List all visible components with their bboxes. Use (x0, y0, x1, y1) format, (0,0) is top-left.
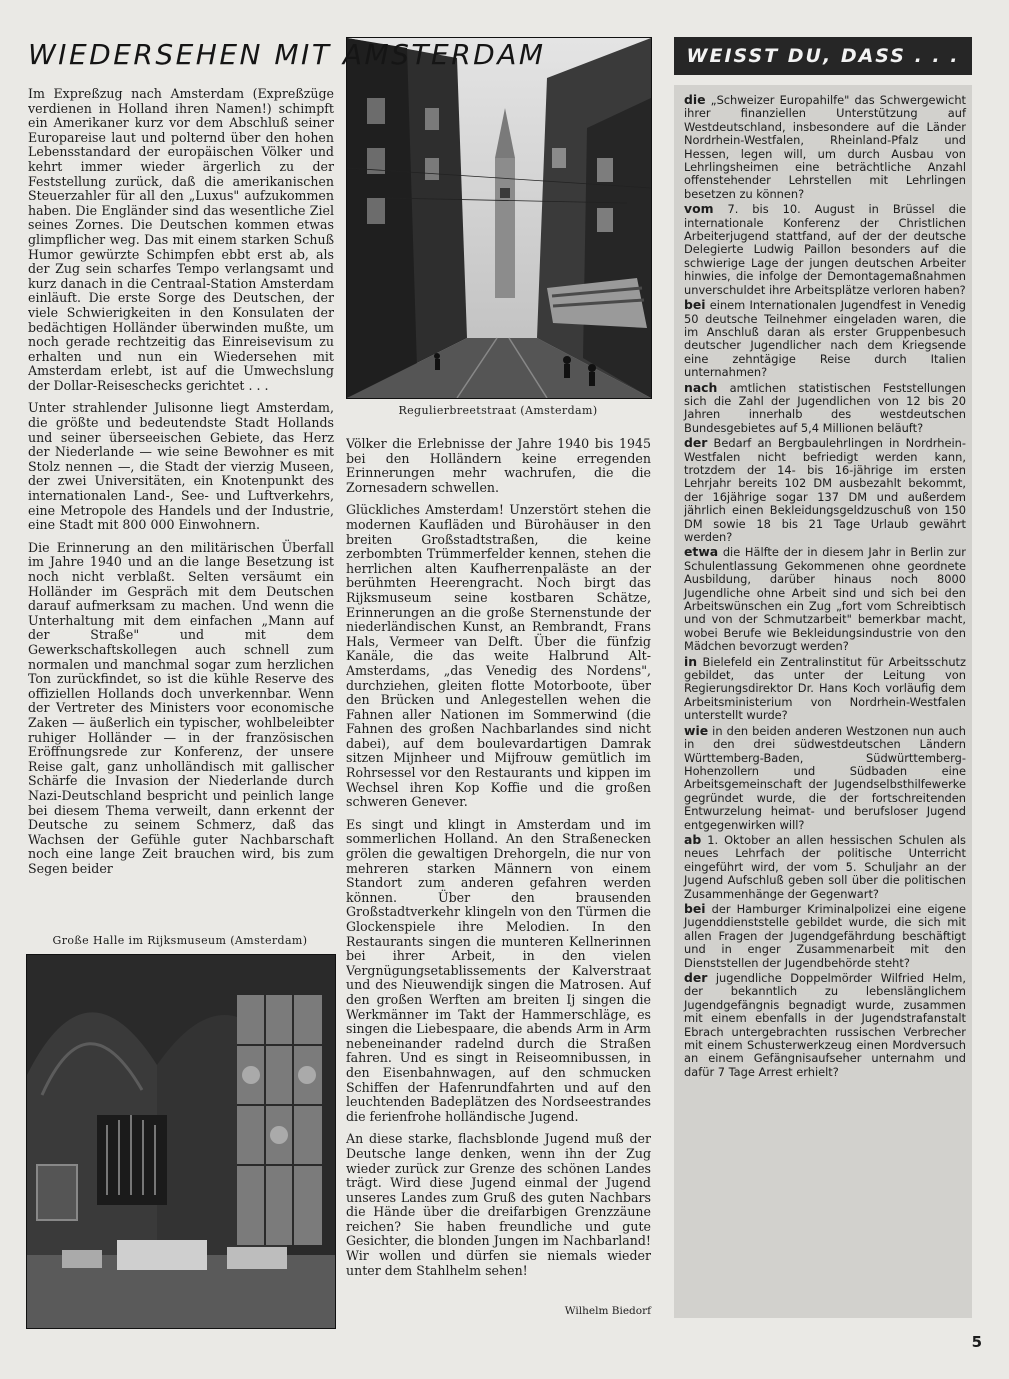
sidebar-box (674, 85, 972, 1318)
article-headline: WIEDERSEHEN MIT AMSTERDAM (28, 38, 546, 71)
sidebar-item-text: jugendliche Doppelmörder Wilfried Helm, der bekanntlich zu lebenslänglichem Jugendgefängnis begnadigt wurde, zusammen mit einem ebenfalls in der Jugendstrafanstalt Ebrach untergebrachten russischen Verbrecher mit einem Schusterwerkzeug einen Mordversuch an einem Gefängnisaufseher unternahm und dafür 7 Tage Arrest erhielt? (684, 971, 966, 1079)
sidebar-item-lead: der (684, 970, 708, 985)
sidebar-item-lead: wie (684, 722, 709, 738)
sidebar-item-text: Bielefeld ein Zentralinstitut für Arbeitsschutz gebildet, das unter der Leitung von Regierungsdirektor Dr. Hans Koch vorläufig dem Arbeitsministerium von Nordrhein-Westfalen unterstellt wurde? (684, 654, 966, 723)
article-paragraph: Völker die Erlebnisse der Jahre 1940 bis 1945 bei den Holländern keine erregenden Erinnerungen mehr wachrufen, die die Zornesadern schwellen. (346, 437, 651, 495)
sidebar-item-lead: die (684, 92, 706, 107)
sidebar-item-lead: der (684, 435, 708, 451)
street-photo-caption: Regulierbreetstraat (Amsterdam) (398, 404, 598, 417)
sidebar-item-text: amtlichen statistischen Feststellungen sich die Zahl der Jugendlichen von 12 bis 20 Jahren innerhalb des westdeutschen Bundesgebietes auf 5,4 Millionen beläuft? (684, 380, 966, 435)
article-paragraph: Die Erinnerung an den militärischen Überfall im Jahre 1940 und an die lange Besetzung ist noch nicht verblaßt. Selten versäumt ein Holländer im Gespräch mit dem Deutschen darauf aufmerksam zu machen. Und wenn die Unterhaltung mit dem einfachen „Mann auf der Straße" und mit dem Gewerkschaftskollegen auch schnell zum normalen und manchmal sogar zum herzlichen Ton zurückfindet, so ist die kühle Reserve des offiziellen Hollands doch unverkennbar. Wenn der Vertreter des Ministers voor economische Zaken — äußerlich ein typischer, wohlbeleibter ruhiger Holländer — in der französischen Eröffnungsrede zur Konferenz, der unsere Reise galt, ganz unholländisch mit gallischer Schärfe die Invasion der Niederlande durch Nazi-Deutschland bespricht und peinlich lange bei diesem Thema verweilt, dann erkennt der Deutsche zu seinem Schmerz, daß das Wachsen der Gefühle guter Nachbarschaft noch eine lange Zeit brauchen wird, bis zum Segen beider (28, 539, 334, 876)
street-photo-drawing (347, 38, 651, 398)
sidebar-item-lead: etwa (684, 544, 719, 560)
sidebar-item-text: in den beiden anderen Westzonen nun auch in den drei südwestdeutschen Ländern Württemberg-Baden, Südwürttemberg-Hohenzollern und Südbaden eine Arbeitsgemeinschaft der Jugendselbsthilfewerke gegründet wurde, die der fortschreitenden Entwurzelung heimat- und berufsloser Jugend entgegenwirken will? (684, 723, 966, 832)
sidebar-item-text: einem Internationalen Jugendfest in Venedig 50 deutsche Teilnehmer eingeladen waren, die im Anschluß daran als erster Gruppenbesuch deutscher Jugendlicher nach dem Kriegsende eine zehntägige Reise durch Italien unternahmen? (684, 298, 966, 380)
museum-hall-drawing (27, 955, 335, 1328)
sidebar-item-lead: bei (684, 297, 706, 313)
sidebar-item-lead: in (684, 653, 698, 669)
sidebar-item (684, 655, 966, 723)
sidebar-item-lead: nach (684, 379, 718, 395)
article-column-1 (28, 87, 334, 922)
article-paragraph: Es singt und klingt in Amsterdam und im sommerlichen Holland. An den Straßenecken grölen die gewaltigen Drehorgeln, die nur von mehreren starken Männern von einem Standort zum anderen gefahren werden können. Über den brausenden Großstadtverkehr klingeln von den Türmen die Glockenspiele ihre Melodien. In den Restaurants singen die munteren Kellnerinnen bei ihrer Arbeit, in den vielen Vergnügungsetablissements der Kalverstraat und des Nieuwendijk singen die Matrosen. Auf den großen Werften am breiten Ij singen die Werkmänner im Takt der Hammerschläge, es singen die Liebespaare, die abends Arm in Arm nebeneinander radelnd durch die Straßen fahren. Und es singt in Reiseomnibussen, in den Eisenbahnwagen, auf den schmucken Schiffen der Hafenrundfahrten und auf den leuchtenden Badeplätzen des Nordseestrandes die ferienfrohe holländische Jugend. (346, 816, 651, 1124)
museum-hall-photo (26, 954, 336, 1329)
sidebar-item (684, 971, 966, 1079)
sidebar-item-text: die Hälfte der in diesem Jahr in Berlin zur Schulentlassung Gekommenen ohne geordnete Ausbildung, darüber hinaus noch 8000 Jugendliche ohne Arbeit sind und sich bei den Arbeitswünschen ein Zug „fort vom Schreibtisch und von der Schmutzarbeit" bemerkbar macht, wobei Berufe wie Bekleidungsindustrie von den Mädchen bevorzugt werden? (684, 545, 966, 654)
sidebar-item-text: 7. bis 10. August in Brüssel die internationale Konferenz der Christlichen Arbeiterjugend stattfand, auf der der deutsche Delegierte Ludwig Paillon besonders auf die schwierige Lage der jungen deutschen Arbeiter hinwies, die infolge der Demontagemaßnahmen unverschuldet ihre Arbeitsplätze verloren haben? (684, 202, 966, 297)
article-author: Wilhelm Biedorf (564, 1305, 651, 1317)
sidebar-item (684, 833, 966, 901)
sidebar-item-text: 1. Oktober an allen hessischen Schulen als neues Lehrfach der politische Unterricht eingeführt wird, der vom 5. Schuljahr an der Jugend Aufschluß geben soll über die politischen Zusammenhänge der Gegenwart? (684, 832, 966, 901)
sidebar-item (684, 202, 966, 297)
sidebar-item-text: Bedarf an Bergbaulehrlingen in Nordrhein-Westfalen nicht befriedigt werden kann, trotzdem der 14- bis 16-jährige im ersten Lehrjahr bereits 102 DM ausbezahlt bekommt, der 16jährige sogar 137 DM und außerdem jährlich einen Bekleidungsgeldzuschuß von 150 DM sowie 18 bis 21 Tage Urlaub gewährt werden? (684, 436, 966, 544)
page-number: 5 (971, 1333, 982, 1351)
sidebar-item-lead: ab (684, 831, 702, 847)
street-photo (346, 37, 652, 399)
sidebar-item-lead: vom (684, 201, 714, 217)
sidebar-item (684, 93, 966, 201)
sidebar-item (684, 436, 966, 544)
article-column-2 (346, 437, 651, 1317)
sidebar-item (684, 902, 966, 970)
hall-photo-caption: Große Halle im Rijksmuseum (Amsterdam) (52, 934, 308, 947)
sidebar-item-lead: bei (684, 900, 706, 916)
article-paragraph: Unter strahlender Julisonne liegt Amsterdam, die größte und bedeutendste Stadt Hollands und seiner überseeischen Gebiete, das Herz der Niederlande — wie seine Bewohner es mit Stolz nennen —, die Stadt der vierzig Museen, der zwei Universitäten, ein Knotenpunkt des internationalen Land-, See- und Luftverkehrs, eine Metropole des Handels und der Industrie, eine Stadt mit 800 000 Einwohnern. (28, 400, 334, 533)
sidebar-item (684, 724, 966, 832)
sidebar-item-text: der Hamburger Kriminalpolizei eine eigene Jugenddienststelle gebildet wurde, die sich mit allen Fragen der Jugendgefährdung beschäftigt und in enger Zusammenarbeit mit den Dienststellen der Jugendbehörde steht? (684, 901, 966, 970)
article-paragraph: Im Expreßzug nach Amsterdam (Expreßzüge verdienen in Holland ihren Namen!) schimpft ein Amerikaner kurz vor dem Abschluß seiner Europareise laut und polternd über den hohen Lebensstandard der europäischen Völker und kehrt immer wieder ärgerlich zu der Feststellung zurück, daß die amerikanischen Steuerzahler für all den „Luxus" aufzukommen haben. Die Engländer sind das wesentliche Ziel seines Zornes. Die Deutschen kommen etwas glimpflicher weg. Das mit einem starken Schuß Humor gewürzte Schimpfen ebbt erst ab, als der Zug sein scharfes Tempo verlangsamt und kurz danach in die Centraal-Station Amsterdam einläuft. Die erste Sorge des Deutschen, der viele Schwierigkeiten in den Konsulaten der bedächtigen Holländer überwinden mußte, um noch gerade rechtzeitig das Einreisevisum zu erhalten und nun ein Wiedersehen mit Amsterdam erlebt, ist auf die Umwechslung der Dollar-Reiseschecks gerichtet . . . (28, 87, 334, 393)
article-paragraph: An diese starke, flachsblonde Jugend muß der Deutsche lange denken, wenn ihn der Zug wieder zurück zur Grenze des schönen Landes trägt. Wird diese Jugend einmal der Jugend unseres Landes zum Gruß des guten Nachbars die Hände über die dreifarbigen Grenzzäune reichen? Sie haben freundliche und gute Gesichter, die blonden Jungen im Nachbarland! Wir wollen und dürfen sie niemals wieder unter dem Stahlhelm sehen! (346, 1131, 651, 1278)
sidebar-item (684, 381, 966, 436)
sidebar-item (684, 545, 966, 653)
sidebar-item (684, 298, 966, 379)
article-paragraph: Glückliches Amsterdam! Unzerstört stehen die modernen Kaufläden und Bürohäuser in den breiten Großstadtstraßen, die keine zerbombten Trümmerfelder kennen, stehen die herrlichen alten Kaufherrenpaläste an der berühmten Heerengracht. Noch birgt das Rijksmuseum seine kostbaren Schätze, Erinnerungen an die große Sternenstunde der niederländischen Kunst, an Rembrandt, Frans Hals, Vermeer van Delft. Über die fünfzig Kanäle, die das weite Halbrund Alt-Amsterdams, „das Venedig des Nordens", durchziehen, gleiten flotte Motorboote, über den Brücken und Anlegestellen wehen die Fahnen aller Nationen im Sommerwind (die Fahnen des großen Nachbarlandes sind nicht dabei), auf dem boulevardartigen Damrak sitzen Mijnheer und Mijfrouw gemütlich im Rohrsessel vor den Restaurants und kippen im Wechsel ihren Kop Koffie und die großen schweren Genever. (346, 502, 651, 810)
sidebar-title: WEISST DU, DASS . . . (674, 37, 972, 75)
sidebar-item-text: „Schweizer Europahilfe" das Schwergewicht ihrer finanziellen Unterstützung auf Westdeutschland, insbesondere auf die Länder Nordrhein-Westfalen, Rheinland-Pfalz und Hessen, legen will, um durch Ausbau von Lehrlingsheimen eine beträchtliche Anzahl offenstehender Lehrstellen mit Lehrlingen besetzen zu können? (684, 93, 966, 201)
sidebar-items (674, 85, 972, 1079)
